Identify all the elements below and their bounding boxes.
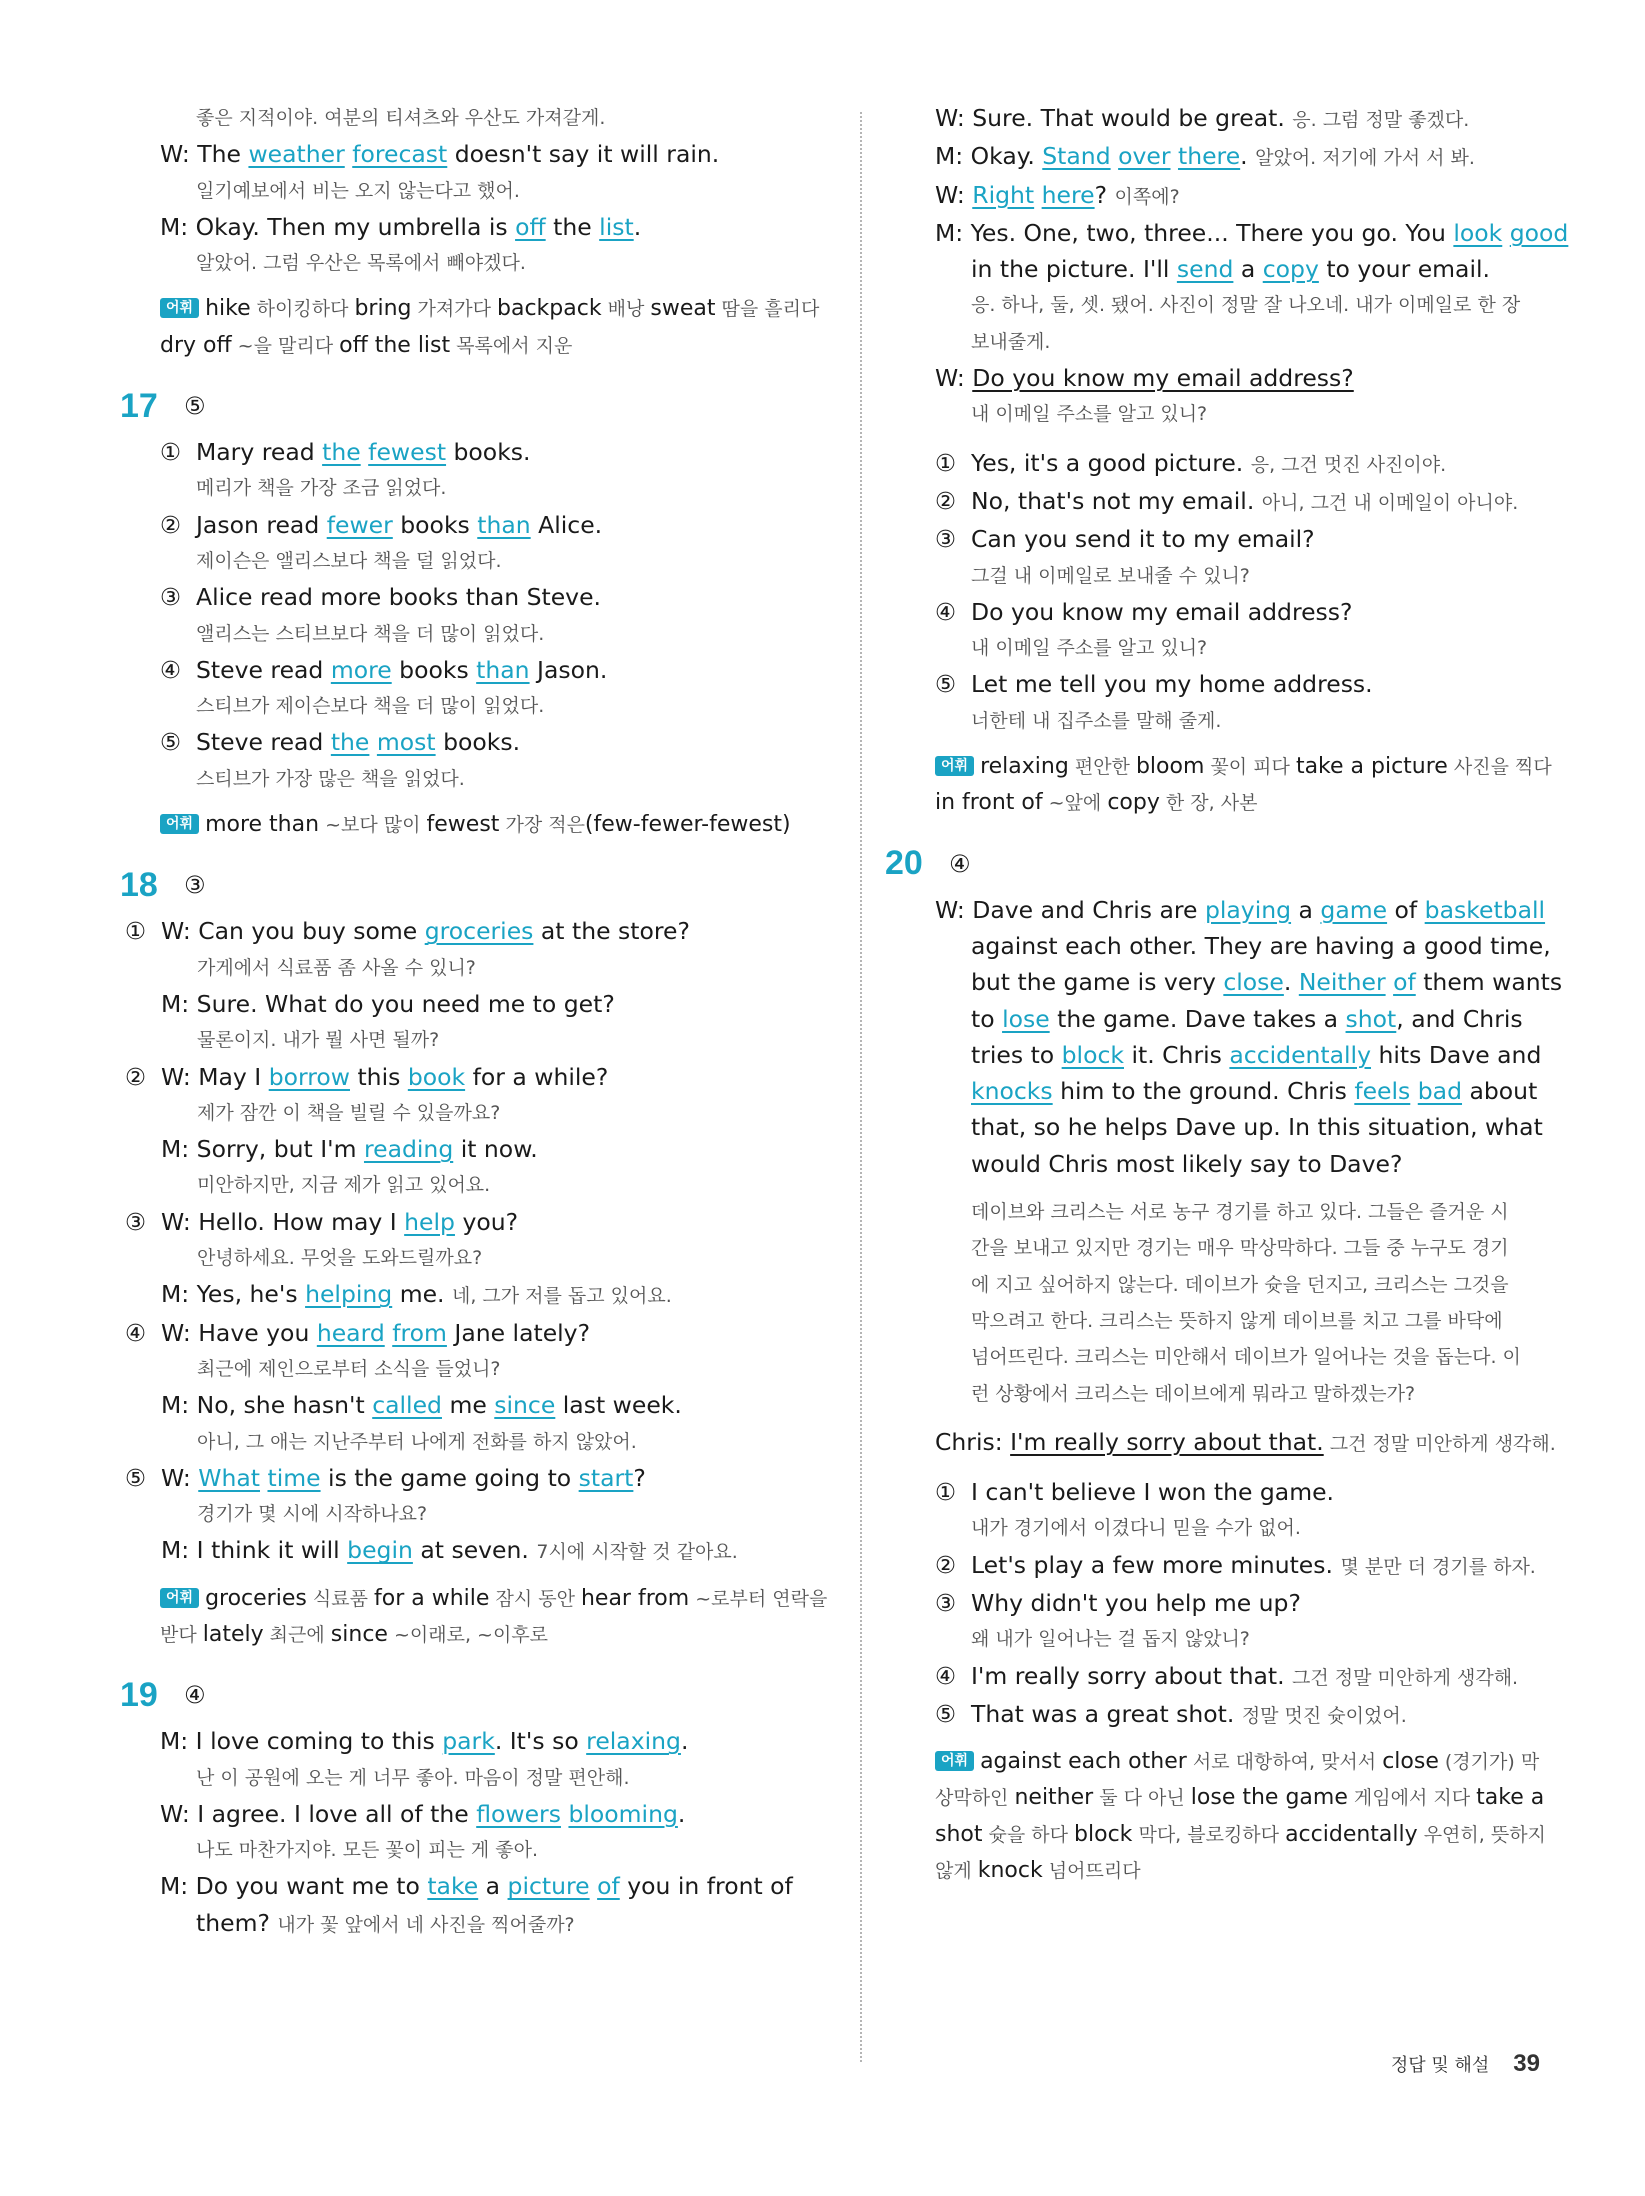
q18-option-5-m: M: I think it will begin at seven. 7시에 시작할 것 같아요. (161, 1536, 738, 1565)
q17-option-4-korean: 스티브가 제이슨보다 책을 더 많이 읽었다. (196, 695, 545, 718)
page-number: 39 (1513, 2050, 1540, 2077)
q17-option-1: ① Mary read the fewest books. (160, 438, 531, 467)
q19-line-7-korean-2: 보내줄게. (971, 330, 1051, 353)
q20-passage-6: knocks him to the ground. Chris feels bad about (971, 1077, 1538, 1106)
q20-korean-4: 막으려고 한다. 크리스는 뜻하지 않게 데이브를 치고 그를 바닥에 (971, 1309, 1503, 1332)
q18-option-3-m: M: Yes, he's helping me. 네, 그가 저를 돕고 있어요. (161, 1280, 672, 1309)
q17-option-1-korean: 메리가 책을 가장 조금 읽었다. (196, 477, 447, 500)
q18-option-2-w: ② W: May I borrow this book for a while? (125, 1062, 609, 1091)
q19-line-1: M: I love coming to this park. It's so relaxing. (160, 1727, 689, 1756)
question-number: 17 (120, 386, 158, 425)
q19-option-2: ② No, that's not my email. 아니, 그건 내 이메일이 아니야. (935, 486, 1519, 515)
q17-option-2-korean: 제이슨은 앨리스보다 책을 덜 읽었다. (196, 549, 502, 572)
q20-passage-2: against each other. They are having a good time, (971, 931, 1551, 960)
q19-line-3: M: Do you want me to take a picture of you in front of (160, 1872, 793, 1901)
q19-vocab: 어휘 relaxing 편안한 bloom 꽃이 피다 take a picture 사진을 찍다 in front of ~앞에 copy 한 장, 사본 (935, 754, 1552, 816)
q20-passage-1: W: Dave and Chris are playing a game of basketball (935, 895, 1546, 924)
q20-option-1: ① I can't believe I won the game. (935, 1478, 1335, 1507)
q19-option-5-korean: 너한테 내 집주소를 말해 줄게. (971, 709, 1222, 732)
answer-mark: ⑤ (184, 392, 206, 421)
q18-options (125, 913, 840, 1570)
q19-option-4-korean: 내 이메일 주소를 알고 있니? (971, 637, 1208, 660)
q18-option-4-w: ④ W: Have you heard from Jane lately? (125, 1318, 591, 1347)
q19-option-5: ⑤ Let me tell you my home address. (935, 670, 1373, 699)
q19-option-3: ③ Can you send it to my email? (935, 525, 1315, 554)
q19-line-3-cont: them? 내가 꽃 앞에서 네 사진을 찍어줄까? (196, 1908, 575, 1937)
q18-header (120, 857, 840, 913)
q17-option-5: ⑤ Steve read the most books. (160, 728, 521, 757)
q17-option-4: ④ Steve read more books than Jason. (160, 655, 608, 684)
q19-option-4: ④ Do you know my email address? (935, 597, 1353, 626)
q20-option-5: ⑤ That was a great shot. 정말 멋진 슛이었어. (935, 1699, 1407, 1728)
q16-korean: 좋은 지적이야. 여분의 티셔츠와 우산도 가져갈게. (196, 107, 606, 129)
left-column (120, 100, 840, 1943)
q16-vocab: 어휘 hike 하이킹하다 bring 가져가다 backpack 배낭 sweat 땀을 흘리다 dry off ~을 말리다 off the list 목록에서 지운 (160, 296, 820, 358)
q18-option-1-w-korean: 가게에서 식료품 좀 사올 수 있니? (197, 956, 476, 979)
q20-option-2: ② Let's play a few more minutes. 몇 분만 더 경기를 하자. (935, 1550, 1536, 1579)
right-column (885, 100, 1569, 1889)
q19-line-6: W: Right here? 이쪽에? (935, 180, 1180, 209)
q17-option-5-korean: 스티브가 가장 많은 책을 읽었다. (196, 767, 465, 790)
vocab-tag: 어휘 (160, 1588, 199, 1608)
question-number: 19 (120, 1675, 158, 1714)
q19-line-2: W: I agree. I love all of the flowers blooming. (160, 1799, 686, 1828)
q17-option-2: ② Jason read fewer books than Alice. (160, 510, 603, 539)
q19-line-5: M: Okay. Stand over there. 알았어. 저기에 가서 서 봐. (935, 142, 1475, 171)
q20-chris-line: Chris: I'm really sorry about that. 그건 정말 미안하게 생각해. (935, 1427, 1556, 1456)
q20-passage-4: to lose the game. Dave takes a shot, and Chris (971, 1004, 1523, 1033)
q19-option-1: ① Yes, it's a good picture. 응, 그건 멋진 사진이야. (935, 448, 1447, 477)
q20-passage-8: would Chris most likely say to Dave? (971, 1149, 1403, 1178)
q17-vocab: 어휘 more than ~보다 많이 fewest 가장 적은(few-fewer-fewest) (160, 807, 840, 843)
q17-header (120, 378, 840, 434)
q20-passage-5: tries to block it. Chris accidentally hits Dave and (971, 1040, 1542, 1069)
q18-option-5-w: ⑤ W: What time is the game going to start? (125, 1463, 646, 1492)
q20-passage-7: that, so he helps Dave up. In this situation, what (971, 1113, 1543, 1142)
q19-option-3-korean: 그걸 내 이메일로 보내줄 수 있니? (971, 564, 1250, 587)
q18-option-3-w-korean: 안녕하세요. 무엇을 도와드릴까요? (197, 1247, 483, 1270)
q18-vocab: 어휘 groceries 식료품 for a while 잠시 동안 hear from ~로부터 연락을 받다 lately 최근에 since ~이래로, ~이후로 (160, 1585, 828, 1647)
vocab-tag: 어휘 (160, 814, 199, 834)
q19-line-7-cont: in the picture. I'll send a copy to your email. (971, 255, 1490, 284)
q16-w-korean: 일기예보에서 비는 오지 않는다고 했어. (196, 179, 520, 202)
q18-option-2-w-korean: 제가 잠깐 이 책을 빌릴 수 있을까요? (197, 1101, 501, 1124)
q18-option-1-w: ① W: Can you buy some groceries at the store? (125, 917, 690, 946)
q20-korean-5: 넘어뜨린다. 크리스는 미안해서 데이브가 일어나는 것을 돕는다. 이 (971, 1346, 1521, 1369)
question-number: 18 (120, 865, 158, 904)
q20-option-4: ④ I'm really sorry about that. 그건 정말 미안하게 생각해. (935, 1661, 1519, 1690)
q19-line-8-korean: 내 이메일 주소를 알고 있니? (971, 403, 1208, 426)
q16-m-line: M: Okay. Then my umbrella is off the list. (160, 212, 642, 241)
q18-option-1-m: M: Sure. What do you need me to get? (161, 989, 615, 1018)
q19-line-7: M: Yes. One, two, three... There you go. You look good (935, 218, 1569, 247)
q19-line-4: W: Sure. That would be great. 응. 그럼 정말 좋겠다. (935, 104, 1470, 132)
vocab-tag: 어휘 (935, 756, 974, 776)
q20-vocab: 어휘 against each other 서로 대항하여, 맞서서 close (경기가) 막상막하인 neither 둘 다 아닌 lose the game 게임에서 지다 take a shot 슛을 하다 block 막다, 블로킹하다 accidentally 우연히, 뜻하지 않게 knock 넘어뜨리다 (935, 1749, 1546, 1884)
answer-mark: ④ (184, 1681, 206, 1710)
q19-line-7-korean-1: 응. 하나, 둘, 셋. 됐어. 사진이 정말 잘 나오네. 내가 이메일로 한 장 (971, 294, 1521, 317)
q20-option-3-korean: 왜 내가 일어나는 걸 돕지 않았니? (971, 1628, 1250, 1651)
q19-line-1-korean: 난 이 공원에 오는 게 너무 좋아. 마음이 정말 편안해. (196, 1766, 630, 1789)
page-footer (1391, 2050, 1540, 2078)
question-number: 20 (885, 844, 923, 883)
q18-option-2-m-korean: 미안하지만, 지금 제가 읽고 있어요. (197, 1174, 491, 1197)
q20-passage-3: but the game is very close. Neither of them wants (971, 968, 1563, 997)
q18-option-4-m: M: No, she hasn't called me since last week. (161, 1391, 682, 1420)
answer-mark: ③ (184, 871, 206, 900)
q20-korean-2: 간을 보내고 있지만 경기는 매우 막상막하다. 그들 중 누구도 경기 (971, 1237, 1509, 1260)
q20-header (885, 836, 1565, 892)
vocab-tag: 어휘 (935, 1751, 974, 1771)
vocab-tag: 어휘 (160, 298, 199, 318)
q20-option-3: ③ Why didn't you help me up? (935, 1588, 1301, 1617)
q20-option-1-korean: 내가 경기에서 이겼다니 믿을 수가 없어. (971, 1517, 1301, 1540)
column-divider (860, 112, 862, 2062)
q18-option-3-w: ③ W: Hello. How may I help you? (125, 1207, 519, 1236)
q18-option-4-w-korean: 최근에 제인으로부터 소식을 들었니? (197, 1357, 501, 1380)
footer-label: 정답 및 해설 (1390, 2055, 1490, 2076)
q17-option-3-korean: 앨리스는 스티브보다 책을 더 많이 읽었다. (196, 622, 545, 645)
q16-w-line: W: The weather forecast doesn't say it will rain. (160, 140, 720, 169)
q19-line-8: W: Do you know my email address? (935, 364, 1354, 393)
q18-option-4-m-korean: 아니, 그 애는 지난주부터 나에게 전화를 하지 않았어. (197, 1430, 637, 1453)
q18-option-2-m: M: Sorry, but I'm reading it now. (161, 1135, 538, 1164)
q20-korean-6: 런 상황에서 크리스는 데이브에게 뭐라고 말하겠는가? (971, 1382, 1416, 1405)
q16-m-korean: 알았어. 그럼 우산은 목록에서 빼야겠다. (196, 252, 526, 275)
q19-line-2-korean: 나도 마찬가지야. 모든 꽃이 피는 게 좋아. (196, 1839, 538, 1862)
q18-option-5-w-korean: 경기가 몇 시에 시작하나요? (197, 1503, 428, 1526)
answer-mark: ④ (949, 849, 971, 878)
q20-korean-1: 데이브와 크리스는 서로 농구 경기를 하고 있다. 그들은 즐거운 시 (971, 1201, 1509, 1224)
q17-option-3: ③ Alice read more books than Steve. (160, 583, 602, 612)
q18-option-1-m-korean: 물론이지. 내가 뭘 사면 될까? (197, 1029, 440, 1052)
q19-header (120, 1667, 840, 1723)
q20-korean-3: 에 지고 싶어하지 않는다. 데이브가 슛을 던지고, 크리스는 그것을 (971, 1273, 1509, 1296)
